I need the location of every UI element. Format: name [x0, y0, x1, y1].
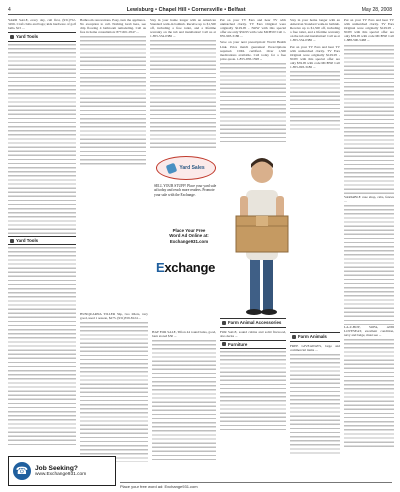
- section-header: Yard Tools: [8, 32, 76, 42]
- classified-text-block: [344, 45, 394, 195]
- page-number: 4: [8, 6, 11, 13]
- classified-text-block: [220, 63, 286, 143]
- classified-ad: HAY FOR SALE, Tifton 44 round bales, good, barn stored $50 ...: [152, 330, 216, 339]
- classified-ad: HUNQUARNA TILLER 5hp, two tillers, very good, used 1 season, $275. (931)359-8124 ...: [80, 312, 148, 321]
- classified-ad: Stay in your home longer with an American Standard walk-in bathtub. Receive up to $1,500 off, including a free toilet, and a lifetime warranty on the tub and installation! Call us at 1-855-534-0386 ...: [290, 18, 340, 43]
- classified-text-block: [80, 322, 148, 462]
- column-4-lower: [220, 316, 286, 466]
- section-icon: [10, 35, 14, 39]
- classified-ad: LA-Z-BOY, SOFA, AND LOVESEAT, excellent condition, navy and beige, must see ...: [344, 324, 394, 337]
- classified-text-block: [290, 71, 340, 131]
- exchange-logo: Exchange: [156, 260, 216, 275]
- classified-text-block: [344, 205, 394, 325]
- column-6: [344, 18, 394, 464]
- classified-text-block: [150, 40, 216, 150]
- footer-note: Place your free word ad: Exchange931.com: [120, 482, 392, 490]
- column-2: [80, 18, 146, 196]
- phone-icon: ☎: [13, 462, 31, 480]
- classified-text-block: [80, 36, 146, 166]
- section-header: Farm Animal Accessories: [220, 318, 286, 328]
- classified-ad: Put on your TV Ears and hear TV with unmatched clarity. TV Ears Original were originally $129.95 - NOW with this special offer are only $59.95 with code MCB59! Call 1-855-993-3186 ...: [220, 18, 286, 39]
- classified-text-block: [152, 340, 216, 460]
- column-1: [8, 18, 76, 456]
- classified-ad: FOR SALE, sound cabins and solid firewood, also decks ...: [220, 329, 286, 338]
- section-icon: [10, 239, 14, 243]
- classified-text-block: [8, 247, 76, 447]
- classified-ad: Stay in your home longer with an American Standard walk-in bathtub. Receive up to $1,500 off, including a free toilet, and a lifetime warranty on the tub and installation! Call us at 1-855-534-0386 ...: [150, 18, 216, 39]
- price-tag-icon: [166, 162, 178, 174]
- classified-ad: Put on your TV Ears and hear TV with unmatched clarity. TV Ears Original were originally $129.95 - NOW with this special offer are only $59.95 with code MCB59! Call 1-855-993-3186 ...: [290, 44, 340, 70]
- section-icon: [222, 342, 226, 346]
- classified-ad: Put on your TV Ears and hear TV with unmatched clarity. TV Ears Original were originally $129.95 - NOW with this special offer are only $59.95 with code MCB59! Call 1-888-590-5468 ...: [344, 18, 394, 43]
- column-5-lower: [290, 330, 340, 466]
- classified-text-block: [220, 351, 286, 431]
- section-header: Furniture: [220, 340, 286, 350]
- classified-ad: Bathroom renovations. Easy, turn the appliance. No exception to call. Nothing Grab here, see drip flooring 4 bathroom remodeling. Call us free in home consultation: 877-601-0547 ...: [80, 18, 146, 35]
- classified-ad: YARD SALE, every day, call first, (931)752-3456. Craft clubs and bags; kids hardware of golf balls. $15 ...: [8, 18, 76, 31]
- classified-ad: Save on your next prescription! World Health Link. Price match guarantee! Prescriptions required. CIPA certified. Over 1,500 medications available. Call today for a free price quote. 1-855-958-1598 ...: [220, 40, 286, 61]
- section-header: Yard Tools: [8, 236, 76, 246]
- classified-text-block: [290, 354, 340, 454]
- column-3: [150, 18, 216, 170]
- section-icon: [292, 335, 296, 339]
- classified-ad: FREE GIVEAWAYS, large and commercial items ...: [290, 343, 340, 352]
- promo-body: SELL YOUR STUFF! Place your yard sale ad today and reach more readers. Promote your sale with the Exchange.: [154, 184, 217, 197]
- section-icon: [222, 321, 226, 325]
- promo-call-to-action: Place Your Free Word Ad Online at: Exchange931.com: [154, 228, 224, 244]
- job-seeking-banner[interactable]: [8, 456, 116, 486]
- person-holding-box-image: [226, 150, 302, 320]
- column-3-lower: [152, 330, 216, 468]
- masthead-title: Lewisburg • Chapel Hill • Cornersville • Belfast: [126, 6, 246, 13]
- masthead-date: May 28, 2008: [361, 6, 392, 13]
- masthead: [8, 5, 392, 15]
- classified-ad: VARIABLE case shop, cabs, fences ...: [344, 194, 394, 203]
- yard-sales-badge: Yard Sales: [156, 156, 216, 180]
- classified-text-block: [8, 44, 76, 234]
- classified-text-block: [344, 339, 394, 449]
- promo-url[interactable]: Exchange931.com: [169, 238, 209, 244]
- banner-headline: Job Seeking?: [35, 465, 78, 472]
- banner-url[interactable]: www.Exchange931.com: [35, 472, 87, 477]
- section-header: Farm Animals: [290, 332, 340, 342]
- column-2-lower: [80, 312, 148, 474]
